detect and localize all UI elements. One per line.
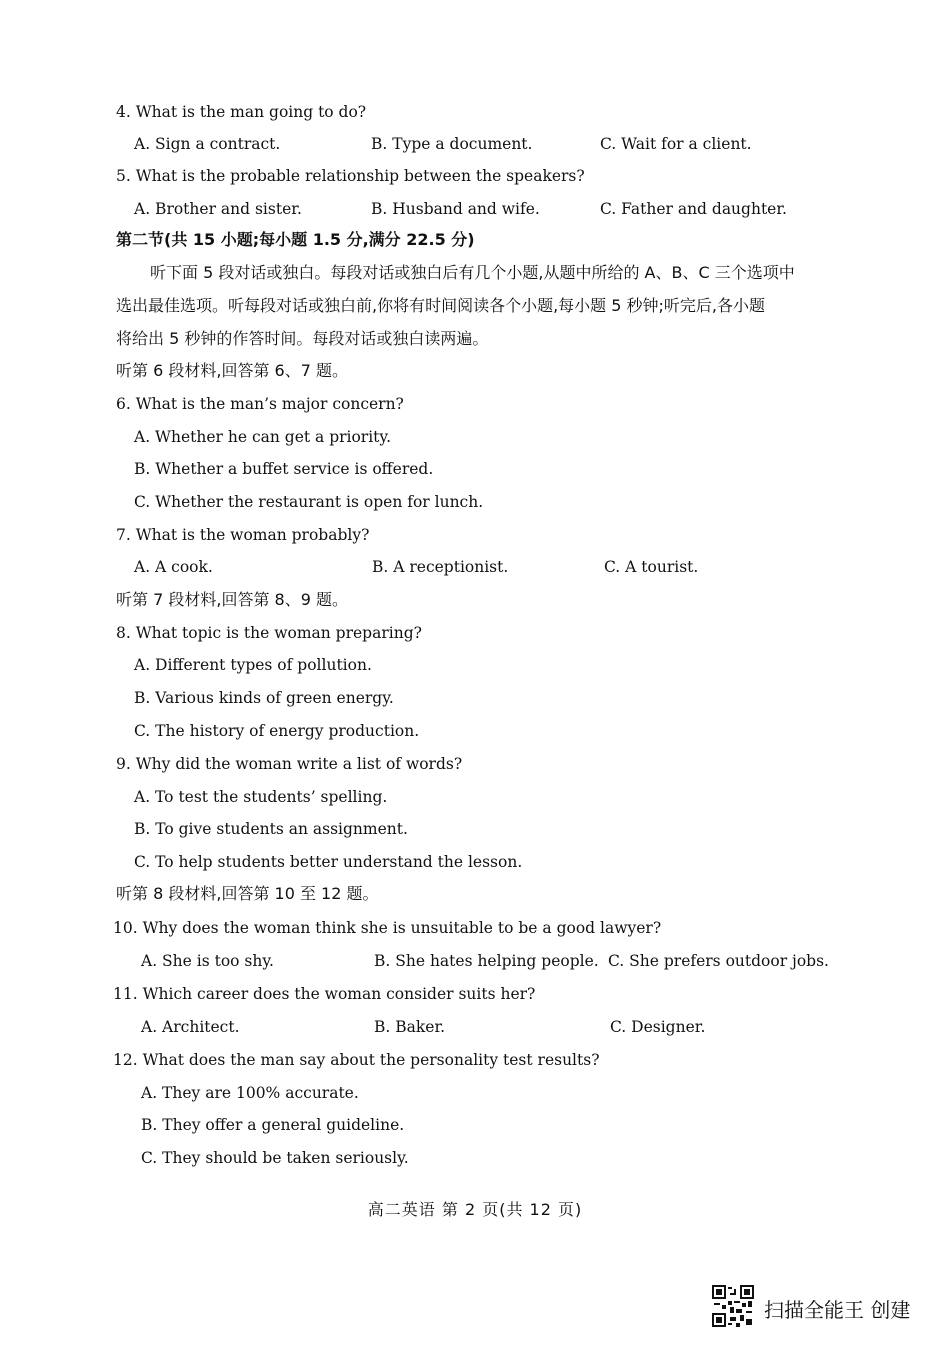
scanner-watermark	[712, 1285, 932, 1327]
question-8-option-a: A. Different types of pollution.	[134, 656, 372, 674]
question-10-stem: 10. Why does the woman think she is unsuitable to be a good lawyer?	[113, 919, 662, 937]
question-11-option-c: C. Designer.	[610, 1018, 706, 1036]
question-6-option-b: B. Whether a buffet service is offered.	[134, 460, 434, 478]
question-9-option-b: B. To give students an assignment.	[134, 820, 408, 838]
question-7-stem: 7. What is the woman probably?	[116, 526, 370, 544]
section-heading: 第二节(共 15 小题;每小题 1.5 分,满分 22.5 分)	[116, 230, 475, 249]
question-9-stem: 9. Why did the woman write a list of words?	[116, 755, 463, 773]
question-7-option-c: C. A tourist.	[604, 558, 699, 576]
question-12-option-c: C. They should be taken seriously.	[141, 1149, 409, 1167]
question-7-option-b: B. A receptionist.	[372, 558, 509, 576]
question-10-option-a: A. She is too shy.	[141, 952, 274, 970]
question-6-stem: 6. What is the man’s major concern?	[116, 395, 404, 413]
section-instructions-line-2: 选出最佳选项。听每段对话或独白前,你将有时间阅读各个小题,每小题 5 秒钟;听完后,各小题	[116, 296, 766, 315]
question-5-option-b: B. Husband and wife.	[371, 200, 540, 218]
question-8-stem: 8. What topic is the woman preparing?	[116, 624, 422, 642]
section-instructions-line-3: 将给出 5 秒钟的作答时间。每段对话或独白读两遍。	[116, 329, 489, 348]
question-5-option-a: A. Brother and sister.	[134, 200, 302, 218]
question-11-stem: 11. Which career does the woman consider suits her?	[113, 985, 536, 1003]
question-6-option-a: A. Whether he can get a priority.	[134, 428, 392, 446]
qr-code-icon	[712, 1285, 754, 1327]
question-9-option-a: A. To test the students’ spelling.	[134, 788, 388, 806]
question-12-stem: 12. What does the man say about the personality test results?	[113, 1051, 600, 1069]
question-12-option-b: B. They offer a general guideline.	[141, 1116, 405, 1134]
question-6-option-c: C. Whether the restaurant is open for lunch.	[134, 493, 484, 511]
material-8-heading: 听第 8 段材料,回答第 10 至 12 题。	[116, 884, 379, 903]
scanner-credit-text: 扫描全能王 创建	[764, 1298, 911, 1322]
question-7-option-a: A. A cook.	[134, 558, 213, 576]
question-4-option-c: C. Wait for a client.	[600, 135, 752, 153]
question-10-option-c: C. She prefers outdoor jobs.	[608, 952, 829, 970]
question-8-option-c: C. The history of energy production.	[134, 722, 420, 740]
question-10-option-b: B. She hates helping people.	[374, 952, 599, 970]
question-4-option-a: A. Sign a contract.	[134, 135, 281, 153]
question-5-option-c: C. Father and daughter.	[600, 200, 787, 218]
page-footer: 高二英语 第 2 页(共 12 页)	[367, 1200, 583, 1219]
question-8-option-b: B. Various kinds of green energy.	[134, 689, 394, 707]
question-4-option-b: B. Type a document.	[371, 135, 533, 153]
question-5-stem: 5. What is the probable relationship between the speakers?	[116, 167, 585, 185]
question-11-option-a: A. Architect.	[141, 1018, 240, 1036]
material-6-heading: 听第 6 段材料,回答第 6、7 题。	[116, 361, 348, 380]
question-4-stem: 4. What is the man going to do?	[116, 103, 367, 121]
question-12-option-a: A. They are 100% accurate.	[141, 1084, 359, 1102]
question-9-option-c: C. To help students better understand the lesson.	[134, 853, 523, 871]
question-11-option-b: B. Baker.	[374, 1018, 446, 1036]
material-7-heading: 听第 7 段材料,回答第 8、9 题。	[116, 590, 348, 609]
section-instructions-line-1: 听下面 5 段对话或独白。每段对话或独白后有几个小题,从题中所给的 A、B、C 三个选项中	[150, 263, 795, 282]
